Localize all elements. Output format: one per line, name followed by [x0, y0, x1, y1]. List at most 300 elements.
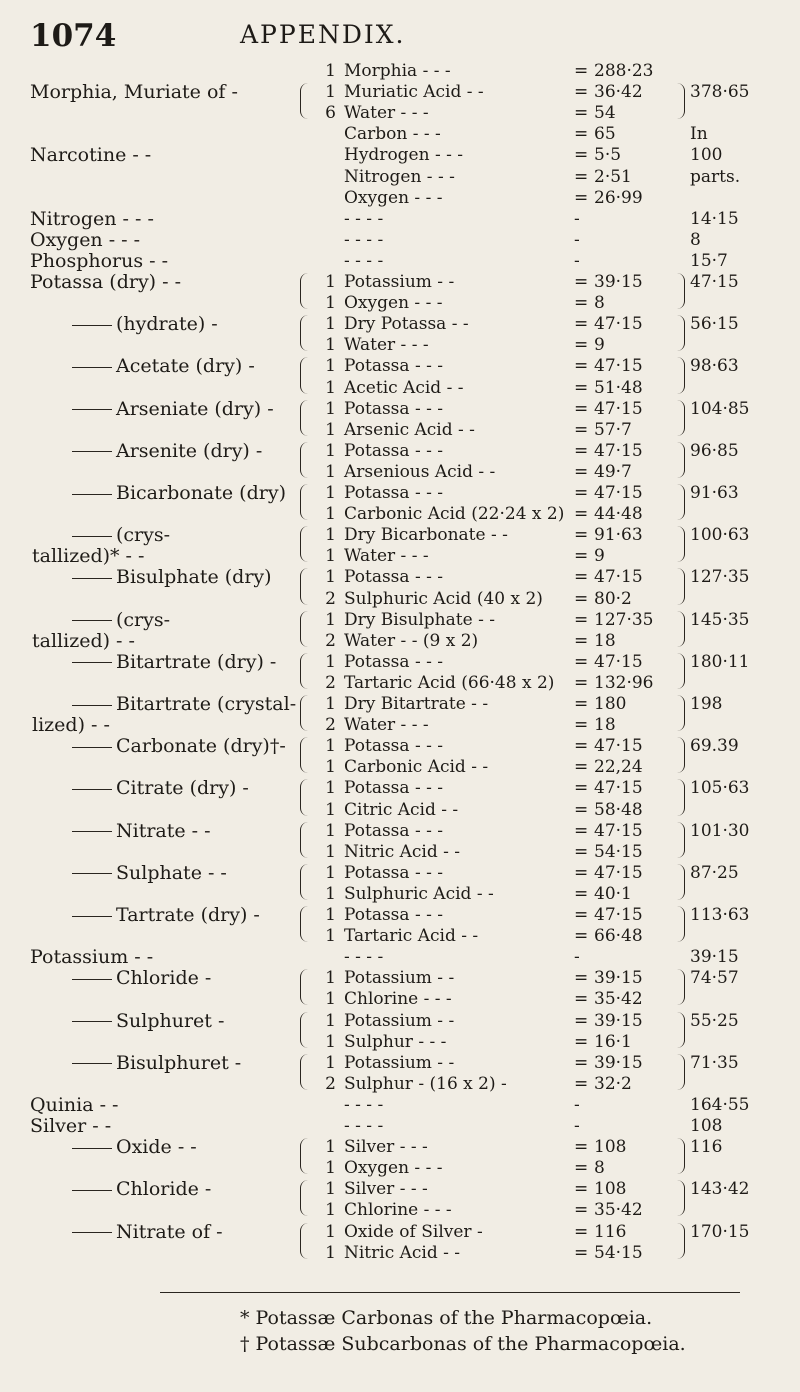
- atom-count: 1: [325, 1010, 336, 1031]
- ditto-rule: [72, 1021, 112, 1022]
- component-name: Sulphuric Acid (40 x 2): [344, 588, 543, 609]
- atom-count: 1: [325, 905, 336, 925]
- equivalent-value: 26·99: [594, 187, 643, 208]
- compound-name-text: tallized) - -: [32, 629, 135, 652]
- equals-sign: =: [574, 1010, 589, 1031]
- compound-name-text: Nitrate of -: [116, 1220, 223, 1243]
- compound-name-text: Chloride -: [116, 1178, 212, 1201]
- equivalent-value: 36·42: [594, 82, 643, 103]
- component-name: Potassa - - -: [344, 440, 443, 461]
- total-value: 56·15: [690, 314, 739, 335]
- atom-count: 1: [325, 757, 336, 778]
- component-name: Dry Bicarbonate - -: [344, 525, 508, 546]
- total-value: 15·7: [690, 250, 728, 271]
- component-name: - - - -: [344, 250, 384, 271]
- compound-name-text: Narcotine - -: [30, 144, 152, 167]
- equals-sign: =: [574, 398, 589, 419]
- equals-sign: -: [574, 1116, 580, 1136]
- component-name: Chlorine - - -: [344, 989, 452, 1010]
- ditto-rule: [72, 831, 112, 832]
- equals-sign: =: [574, 314, 589, 335]
- equals-sign: -: [574, 947, 580, 968]
- total-value: 100: [690, 145, 723, 166]
- equivalent-value: 8: [594, 293, 605, 314]
- equals-sign: =: [574, 778, 589, 799]
- equals-sign: =: [574, 926, 589, 947]
- equivalent-value: 32·2: [594, 1073, 632, 1094]
- equals-sign: =: [574, 335, 589, 356]
- atom-count: 1: [325, 461, 336, 482]
- total-value: 55·25: [690, 1010, 739, 1031]
- equals-sign: =: [574, 989, 589, 1010]
- ditto-rule: [72, 620, 112, 621]
- atom-count: 1: [325, 926, 336, 947]
- equals-sign: =: [574, 61, 589, 81]
- ditto-rule: [72, 916, 112, 917]
- component-name: Nitric Acid - -: [344, 841, 461, 862]
- atom-count: 1: [325, 293, 336, 314]
- compound-name-text: Nitrate - -: [116, 819, 211, 842]
- atom-count: 1: [325, 335, 336, 356]
- equals-sign: =: [574, 672, 589, 693]
- total-value: 180·11: [690, 651, 750, 672]
- equivalent-value: 39·15: [594, 272, 643, 292]
- total-value: 91·63: [690, 483, 739, 503]
- page-number: 1074: [30, 18, 117, 54]
- equivalent-value: 9: [594, 335, 605, 356]
- compound-name-text: Quinia - -: [30, 1093, 119, 1116]
- ditto-rule: [72, 747, 112, 748]
- atom-count: 1: [325, 799, 336, 820]
- total-value: 87·25: [690, 862, 739, 883]
- equals-sign: -: [574, 250, 580, 271]
- equals-sign: =: [574, 504, 589, 525]
- compound-name-text: Bicarbonate (dry): [116, 482, 286, 504]
- equivalent-value: 18: [594, 715, 616, 736]
- equals-sign: =: [574, 567, 589, 588]
- equals-sign: =: [574, 377, 589, 398]
- total-value: In: [690, 124, 708, 145]
- compound-name-text: (crys-: [116, 608, 171, 631]
- total-value: 74·57: [690, 968, 739, 989]
- atom-count: 2: [325, 1073, 336, 1094]
- atom-count: 1: [325, 525, 336, 546]
- atom-count: 1: [325, 419, 336, 440]
- component-name: Carbonic Acid - -: [344, 757, 489, 778]
- atom-count: 1: [325, 820, 336, 841]
- equals-sign: =: [574, 440, 589, 461]
- component-name: Water - - -: [344, 715, 429, 736]
- compound-name-text: tallized)* - -: [32, 545, 145, 568]
- component-name: Tartaric Acid - -: [344, 926, 479, 947]
- component-name: Tartaric Acid (66·48 x 2): [344, 672, 555, 693]
- equivalent-value: 108: [594, 1137, 627, 1158]
- atom-count: 1: [325, 440, 336, 461]
- page-header: [30, 18, 770, 58]
- compound-name-text: Arsenite (dry) -: [116, 439, 263, 462]
- compound-name-text: Bitartrate (dry) -: [116, 650, 277, 673]
- equals-sign: =: [574, 609, 589, 630]
- total-value: 378·65: [690, 82, 750, 103]
- equivalent-value: 39·15: [594, 1052, 643, 1073]
- component-name: Potassa - - -: [344, 567, 443, 588]
- component-name: - - - -: [344, 1094, 384, 1115]
- compound-name-text: lized) - -: [32, 714, 110, 737]
- equals-sign: =: [574, 820, 589, 841]
- atom-count: 1: [325, 651, 336, 672]
- component-name: - - - -: [344, 208, 384, 229]
- component-name: Sulphur - (16 x 2) -: [344, 1073, 507, 1094]
- component-name: Hydrogen - - -: [344, 145, 464, 166]
- atom-count: 1: [325, 1158, 336, 1179]
- ditto-rule: [72, 979, 112, 980]
- ditto-rule: [72, 451, 112, 452]
- compound-name-text: Silver - -: [30, 1115, 112, 1137]
- total-value: 145·35: [690, 609, 750, 630]
- ditto-rule: [72, 1063, 112, 1064]
- atom-count: 1: [325, 1031, 336, 1052]
- total-value: 101·30: [690, 820, 750, 841]
- equals-sign: =: [574, 1137, 589, 1158]
- compound-name-text: (hydrate) -: [116, 313, 218, 336]
- equivalent-value: 16·1: [594, 1031, 632, 1052]
- ditto-rule: [72, 789, 112, 790]
- equivalent-value: 47·15: [594, 314, 643, 335]
- total-value: 71·35: [690, 1052, 739, 1073]
- component-name: Dry Bitartrate - -: [344, 694, 489, 714]
- equivalent-value: 47·15: [594, 398, 643, 419]
- atom-count: 1: [325, 736, 336, 757]
- equivalent-value: 54·15: [594, 1242, 643, 1263]
- equivalent-value: 47·15: [594, 736, 643, 757]
- component-name: Silver - - -: [344, 1179, 428, 1200]
- ditto-rule: [72, 1232, 112, 1233]
- component-name: Oxide of Silver -: [344, 1221, 483, 1242]
- total-value: 104·85: [690, 398, 750, 419]
- component-name: Potassa - - -: [344, 862, 443, 883]
- equals-sign: =: [574, 694, 589, 714]
- atom-count: 1: [325, 1200, 336, 1221]
- equivalent-value: 22,24: [594, 757, 643, 778]
- component-name: Nitrogen - - -: [344, 166, 455, 187]
- compound-name-text: Potassa (dry) - -: [30, 271, 182, 293]
- atom-count: 1: [325, 968, 336, 989]
- equals-sign: =: [574, 588, 589, 609]
- running-head: APPENDIX.: [240, 20, 406, 49]
- equals-sign: =: [574, 103, 589, 124]
- component-name: Potassium - -: [344, 1052, 455, 1073]
- total-value: 8: [690, 229, 701, 250]
- component-name: Potassa - - -: [344, 651, 443, 672]
- equals-sign: =: [574, 82, 589, 103]
- compound-name-text: Citrate (dry) -: [116, 777, 249, 800]
- equals-sign: =: [574, 1200, 589, 1221]
- equivalent-value: 65: [594, 124, 616, 145]
- equivalent-value: 51·48: [594, 377, 643, 398]
- equivalent-value: 47·15: [594, 820, 643, 841]
- equivalent-value: 54: [594, 103, 616, 124]
- atom-count: 1: [325, 272, 336, 292]
- equals-sign: =: [574, 356, 589, 377]
- total-value: 116: [690, 1137, 723, 1158]
- total-value: 164·55: [690, 1094, 750, 1115]
- equivalent-value: 18: [594, 630, 616, 651]
- equals-sign: =: [574, 1052, 589, 1073]
- atom-count: 1: [325, 883, 336, 904]
- equals-sign: =: [574, 461, 589, 482]
- equals-sign: =: [574, 883, 589, 904]
- ditto-rule: [72, 367, 112, 368]
- total-value: 14·15: [690, 208, 739, 229]
- atom-count: 6: [325, 103, 336, 124]
- equals-sign: =: [574, 166, 589, 187]
- component-name: Dry Bisulphate - -: [344, 609, 495, 630]
- equals-sign: =: [574, 630, 589, 651]
- footnote-rule: [160, 1292, 740, 1293]
- compound-name-text: Bisulphuret -: [116, 1051, 242, 1074]
- compound-name-text: Bitartrate (crystal-: [116, 693, 297, 715]
- equivalent-value: 57·7: [594, 419, 632, 440]
- component-name: Potassa - - -: [344, 483, 443, 503]
- equivalent-value: 44·48: [594, 504, 643, 525]
- equivalent-value: 47·15: [594, 905, 643, 925]
- component-name: Water - - (9 x 2): [344, 630, 479, 651]
- total-value: 113·63: [690, 905, 750, 925]
- atom-count: 2: [325, 588, 336, 609]
- component-name: Water - - -: [344, 335, 429, 356]
- compound-name-text: Nitrogen - - -: [30, 207, 154, 230]
- ditto-rule: [72, 578, 112, 579]
- atom-count: 1: [325, 398, 336, 419]
- equals-sign: =: [574, 715, 589, 736]
- equals-sign: =: [574, 651, 589, 672]
- component-name: Nitric Acid - -: [344, 1242, 461, 1263]
- equals-sign: =: [574, 1158, 589, 1179]
- compound-name-text: (crys-: [116, 524, 171, 547]
- compound-name-text: Sulphate - -: [116, 861, 227, 884]
- component-name: - - - -: [344, 1116, 384, 1136]
- equals-sign: =: [574, 419, 589, 440]
- total-value: 100·63: [690, 525, 750, 546]
- atom-count: 2: [325, 715, 336, 736]
- equals-sign: =: [574, 1031, 589, 1052]
- compound-name-text: Acetate (dry) -: [116, 355, 255, 378]
- equals-sign: =: [574, 525, 589, 546]
- equivalent-value: 180: [594, 694, 627, 714]
- component-name: Sulphur - - -: [344, 1031, 447, 1052]
- equivalent-value: 8: [594, 1158, 605, 1179]
- equivalent-value: 49·7: [594, 461, 632, 482]
- equivalent-value: 39·15: [594, 968, 643, 989]
- ditto-rule: [72, 873, 112, 874]
- ditto-rule: [72, 662, 112, 663]
- equals-sign: -: [574, 1094, 580, 1115]
- total-value: 39·15: [690, 947, 739, 968]
- total-value: 98·63: [690, 356, 739, 377]
- component-name: Potassa - - -: [344, 356, 443, 377]
- component-name: Potassa - - -: [344, 905, 443, 925]
- equals-sign: =: [574, 1221, 589, 1242]
- component-name: Sulphuric Acid - -: [344, 883, 494, 904]
- component-name: Water - - -: [344, 546, 429, 567]
- equals-sign: =: [574, 968, 589, 989]
- equals-sign: =: [574, 799, 589, 820]
- atom-count: 1: [325, 1221, 336, 1242]
- ditto-rule: [72, 325, 112, 326]
- equivalent-value: 47·15: [594, 862, 643, 883]
- component-name: Potassium - -: [344, 968, 455, 989]
- component-name: Potassa - - -: [344, 778, 443, 799]
- equivalent-value: 47·15: [594, 651, 643, 672]
- component-name: - - - -: [344, 229, 384, 250]
- component-name: Oxygen - - -: [344, 187, 443, 208]
- compound-name-text: Tartrate (dry) -: [116, 904, 260, 926]
- compound-name-text: Bisulphate (dry): [116, 566, 272, 589]
- component-name: Acetic Acid - -: [344, 377, 464, 398]
- atom-count: 1: [325, 1052, 336, 1073]
- equivalent-value: 66·48: [594, 926, 643, 947]
- component-name: Silver - - -: [344, 1137, 428, 1158]
- table-row: [0, 1240, 800, 1266]
- atom-count: 1: [325, 1137, 336, 1158]
- component-name: Muriatic Acid - -: [344, 82, 484, 103]
- atom-count: 1: [325, 82, 336, 103]
- component-name: Potassium - -: [344, 272, 455, 292]
- component-name: Oxygen - - -: [344, 293, 443, 314]
- atom-count: 1: [325, 841, 336, 862]
- atom-count: 1: [325, 989, 336, 1010]
- equals-sign: =: [574, 124, 589, 145]
- atom-count: 1: [325, 377, 336, 398]
- equals-sign: =: [574, 483, 589, 503]
- equivalent-value: 35·42: [594, 989, 643, 1010]
- component-name: - - - -: [344, 947, 384, 968]
- atom-count: 1: [325, 356, 336, 377]
- component-name: Potassa - - -: [344, 736, 443, 757]
- equivalent-value: 2·51: [594, 166, 632, 187]
- total-value: 69.39: [690, 736, 739, 757]
- compound-name-text: Phosphorus - -: [30, 249, 169, 272]
- equivalent-value: 40·1: [594, 883, 632, 904]
- equivalent-value: 54·15: [594, 841, 643, 862]
- equals-sign: =: [574, 841, 589, 862]
- equals-sign: =: [574, 187, 589, 208]
- equivalent-value: 47·15: [594, 356, 643, 377]
- ditto-rule: [72, 409, 112, 410]
- component-name: Carbonic Acid (22·24 x 2): [344, 504, 565, 525]
- total-value: 47·15: [690, 272, 739, 292]
- atom-count: 1: [325, 483, 336, 503]
- compound-name-text: Carbonate (dry)†-: [116, 735, 286, 758]
- equals-sign: =: [574, 145, 589, 166]
- component-name: Citric Acid - -: [344, 799, 459, 820]
- atom-count: 1: [325, 778, 336, 799]
- atom-count: 1: [325, 61, 336, 81]
- equivalent-value: 80·2: [594, 588, 632, 609]
- equivalent-value: 127·35: [594, 609, 654, 630]
- component-name: Chlorine - - -: [344, 1200, 452, 1221]
- component-name: Arsenious Acid - -: [344, 461, 496, 482]
- equivalent-value: 91·63: [594, 525, 643, 546]
- component-name: Oxygen - - -: [344, 1158, 443, 1179]
- equivalent-value: 58·48: [594, 799, 643, 820]
- equals-sign: =: [574, 293, 589, 314]
- equals-sign: =: [574, 272, 589, 292]
- equals-sign: =: [574, 1073, 589, 1094]
- atom-count: 1: [325, 567, 336, 588]
- equivalent-value: 132·96: [594, 672, 654, 693]
- atom-count: 1: [325, 546, 336, 567]
- ditto-rule: [72, 1148, 112, 1149]
- compound-name-text: Morphia, Muriate of -: [30, 81, 238, 104]
- footnote: * Potassæ Carbonas of the Pharmacopœia.: [240, 1307, 653, 1329]
- ditto-rule: [72, 494, 112, 495]
- total-value: 143·42: [690, 1179, 750, 1200]
- atom-count: 1: [325, 609, 336, 630]
- atom-count: 2: [325, 672, 336, 693]
- component-name: Potassa - - -: [344, 398, 443, 419]
- total-value: 198: [690, 694, 723, 714]
- atom-count: 1: [325, 1179, 336, 1200]
- footnotes: [240, 1305, 686, 1357]
- equivalent-value: 108: [594, 1179, 627, 1200]
- component-name: Potassium - -: [344, 1010, 455, 1031]
- compound-name-text: Oxygen - - -: [30, 228, 141, 251]
- total-value: 170·15: [690, 1221, 750, 1242]
- equals-sign: =: [574, 757, 589, 778]
- total-value: 127·35: [690, 567, 750, 588]
- atom-count: 2: [325, 630, 336, 651]
- equivalent-value: 47·15: [594, 778, 643, 799]
- component-name: Arsenic Acid - -: [344, 419, 475, 440]
- atom-count: 1: [325, 314, 336, 335]
- component-name: Carbon - - -: [344, 124, 441, 145]
- atom-count: 1: [325, 504, 336, 525]
- total-value: 108: [690, 1116, 723, 1136]
- compound-name-text: Potassium - -: [30, 946, 154, 969]
- equals-sign: =: [574, 1242, 589, 1263]
- compound-name-text: Oxide - -: [116, 1136, 197, 1159]
- component-name: Potassa - - -: [344, 820, 443, 841]
- equals-sign: =: [574, 905, 589, 925]
- total-value: 96·85: [690, 440, 739, 461]
- compound-name-text: Arseniate (dry) -: [116, 397, 274, 420]
- equivalent-value: 116: [594, 1221, 627, 1242]
- equivalent-value: 288·23: [594, 61, 654, 81]
- equivalent-value: 35·42: [594, 1200, 643, 1221]
- ditto-rule: [72, 1190, 112, 1191]
- equals-sign: =: [574, 862, 589, 883]
- atom-count: 1: [325, 694, 336, 714]
- component-name: Water - - -: [344, 103, 429, 124]
- equivalent-value: 9: [594, 546, 605, 567]
- equivalent-value: 47·15: [594, 483, 643, 503]
- equals-sign: =: [574, 1179, 589, 1200]
- equivalent-value: 39·15: [594, 1010, 643, 1031]
- equals-sign: -: [574, 229, 580, 250]
- atom-count: 1: [325, 1242, 336, 1263]
- footnote: † Potassæ Subcarbonas of the Pharmacopœia.: [240, 1333, 686, 1355]
- atom-count: 1: [325, 862, 336, 883]
- component-name: Morphia - - -: [344, 61, 451, 81]
- component-name: Dry Potassa - -: [344, 314, 469, 335]
- compound-name-text: Chloride -: [116, 967, 212, 990]
- equals-sign: =: [574, 736, 589, 757]
- equals-sign: -: [574, 208, 580, 229]
- total-value: 105·63: [690, 778, 750, 799]
- total-value: parts.: [690, 166, 741, 187]
- ditto-rule: [72, 705, 112, 706]
